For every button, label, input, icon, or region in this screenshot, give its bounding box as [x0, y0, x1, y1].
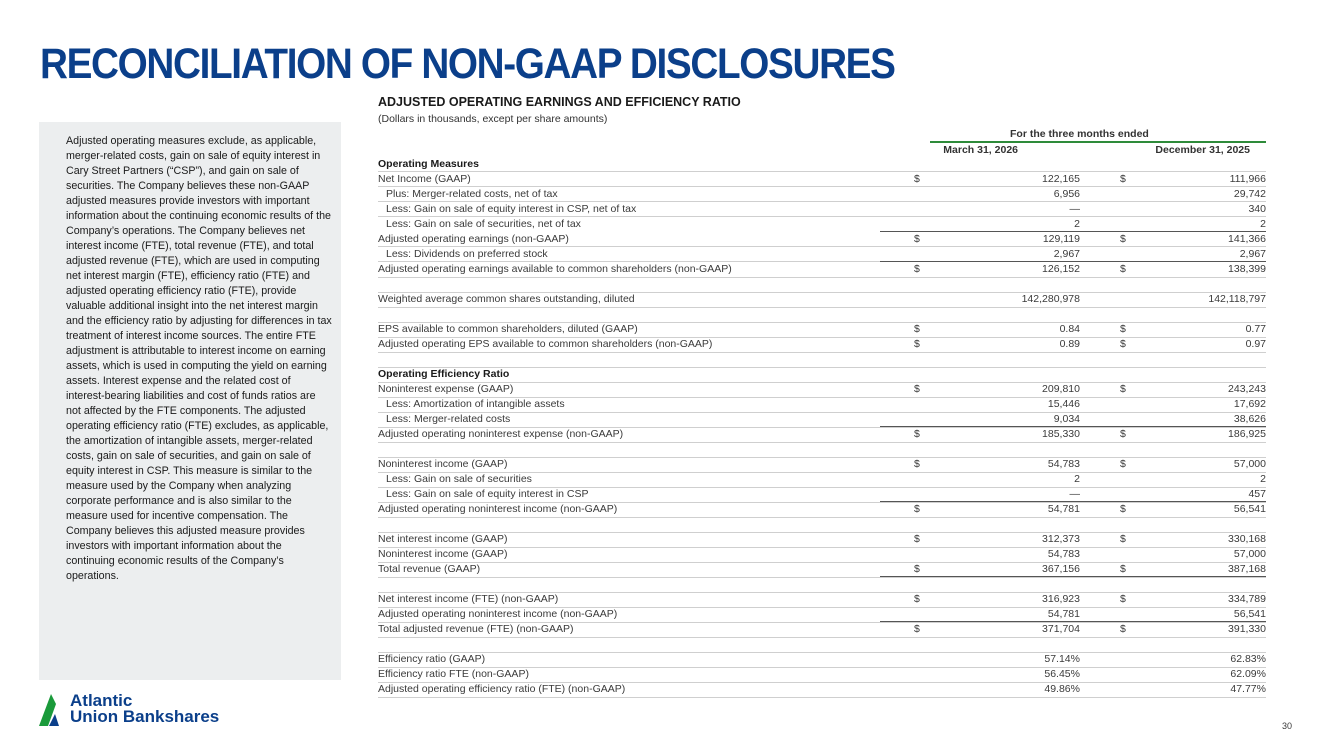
explanatory-note-text: Adjusted operating measures exclude, as applicable, merger-related costs, gain on sale of equity interest in Cary Street Partners (“CSP”), and gain on sale of securities. The Company believes these non-GAAP adjusted measures provide investors with important information about the continuing economic results of the Company’s operations. The Company believes net interest income (FTE), total revenue (FTE), and total adjusted revenue (FTE), which are used in computing net interest margin (FTE), efficiency ratio (FTE) and adjusted operating efficiency ratio (FTE), provide valuable additional insight into the net interest margin and the efficiency ratio by adjusting for differences in tax treatment of interest income sources. The entire FTE adjustment is attributable to interest income on earning assets, which is used in computing the yield on earning assets. Interest expense and the related cost of interest-bearing liabilities and cost of funds ratios are not affected by the FTE components. The adjusted operating efficiency ratio (FTE) excludes, as applicable, the amortization of intangible assets, merger-related costs, gain on sale of securities, and gain on sale of equity interest in CSP. This measure is similar to the measure used by the Company when analyzing corporate performance and is also similar to the measure used for incentive compensation. The Company believes this adjusted measure provides investors with important information about the continuing economic results of the Company’s operations.	[66, 135, 332, 582]
dollar-sign: $	[1120, 383, 1126, 395]
row-label: Adjusted operating earnings (non-GAAP)	[378, 233, 569, 245]
table-row	[378, 472, 1266, 487]
table-subtitle: (Dollars in thousands, except per share amounts)	[378, 113, 608, 125]
value-march-2026: 126,152	[1042, 263, 1080, 275]
value-march-2026: 122,165	[1042, 173, 1080, 185]
value-march-2026: 185,330	[1042, 428, 1080, 440]
dollar-sign: $	[1120, 503, 1126, 515]
table-row	[378, 217, 1266, 232]
value-march-2026: 312,373	[1042, 533, 1080, 545]
dollar-sign: $	[914, 173, 920, 185]
table-row	[378, 607, 1266, 622]
row-divider	[378, 517, 1266, 518]
dollar-sign: $	[1120, 173, 1126, 185]
value-march-2026: 15,446	[1047, 398, 1080, 410]
logo-line-2: Union Bankshares	[70, 707, 220, 726]
value-december-2025: 2	[1260, 218, 1266, 230]
dollar-sign: $	[914, 563, 920, 575]
table-section-header	[378, 157, 1266, 172]
value-december-2025: 111,966	[1229, 173, 1266, 185]
dollar-sign: $	[914, 323, 920, 335]
row-label: Noninterest income (GAAP)	[378, 548, 508, 560]
row-label: Operating Measures	[378, 158, 479, 170]
value-december-2025: 62.09%	[1230, 668, 1266, 680]
table-row	[378, 502, 1266, 517]
row-divider	[378, 442, 1266, 443]
value-march-2026: 56.45%	[1044, 668, 1080, 680]
row-label: Net interest income (GAAP)	[378, 533, 508, 545]
value-december-2025: 38,626	[1233, 413, 1266, 425]
value-march-2026: 2	[1074, 473, 1080, 485]
table-row	[378, 232, 1266, 247]
value-march-2026: —	[1069, 488, 1080, 500]
row-label: Less: Gain on sale of securities, net of tax	[386, 218, 581, 230]
dollar-sign: $	[914, 383, 920, 395]
table-row	[378, 172, 1266, 187]
value-march-2026: 6,956	[1053, 188, 1080, 200]
value-march-2026: 0.89	[1059, 338, 1080, 350]
dollar-sign: $	[1120, 563, 1126, 575]
dollar-sign: $	[914, 428, 920, 440]
row-divider	[378, 697, 1266, 698]
table-row	[378, 382, 1266, 397]
period-header: For the three months ended	[1010, 128, 1149, 140]
value-december-2025: 457	[1248, 488, 1266, 500]
dollar-sign: $	[914, 533, 920, 545]
value-december-2025: 391,330	[1228, 623, 1266, 635]
table-row	[378, 622, 1266, 637]
dollar-sign: $	[914, 233, 920, 245]
table-title: ADJUSTED OPERATING EARNINGS AND EFFICIENCY RATIO	[378, 95, 741, 109]
dollar-sign: $	[914, 338, 920, 350]
period-underline	[930, 141, 1266, 143]
row-label: Total revenue (GAAP)	[378, 563, 481, 575]
value-march-2026: 316,923	[1042, 593, 1080, 605]
value-march-2026: 367,156	[1042, 563, 1080, 575]
value-december-2025: 56,541	[1233, 503, 1266, 515]
dollar-sign: $	[1120, 593, 1126, 605]
value-march-2026: 49.86%	[1044, 683, 1080, 695]
explanatory-note-panel	[39, 122, 341, 680]
table-row	[378, 547, 1266, 562]
value-march-2026: 129,119	[1042, 233, 1080, 245]
value-december-2025: 17,692	[1233, 398, 1266, 410]
row-label: Less: Merger-related costs	[386, 413, 511, 425]
value-december-2025: 47.77%	[1230, 683, 1266, 695]
value-december-2025: 57,000	[1233, 458, 1266, 470]
dollar-sign: $	[914, 503, 920, 515]
row-label: Noninterest expense (GAAP)	[378, 383, 514, 395]
row-label: Adjusted operating EPS available to common shareholders (non-GAAP)	[378, 338, 713, 350]
value-december-2025: 2	[1260, 473, 1266, 485]
value-december-2025: 186,925	[1228, 428, 1266, 440]
row-label: Operating Efficiency Ratio	[378, 368, 510, 380]
logo-line-1: Atlantic	[70, 691, 133, 710]
dollar-sign: $	[1120, 623, 1126, 635]
table-row	[378, 337, 1266, 352]
column-header-december-2025: December 31, 2025	[1155, 144, 1250, 156]
value-december-2025: 62.83%	[1230, 653, 1266, 665]
page-number: 30	[1282, 721, 1293, 731]
table-row	[378, 682, 1266, 697]
page-title: RECONCILIATION OF NON-GAAP DISCLOSURES	[40, 40, 895, 88]
row-label: Total adjusted revenue (FTE) (non-GAAP)	[378, 623, 574, 635]
value-march-2026: 54,781	[1047, 608, 1080, 620]
value-march-2026: 371,704	[1042, 623, 1080, 635]
table-row	[378, 532, 1266, 547]
value-march-2026: 54,783	[1047, 458, 1080, 470]
value-december-2025: 2,967	[1239, 248, 1266, 260]
dollar-sign: $	[1120, 323, 1126, 335]
row-label: Noninterest income (GAAP)	[378, 458, 508, 470]
dollar-sign: $	[1120, 338, 1126, 350]
table-section-header	[378, 367, 1266, 382]
value-december-2025: 56,541	[1233, 608, 1266, 620]
value-december-2025: 387,168	[1228, 563, 1266, 575]
value-march-2026: 9,034	[1053, 413, 1080, 425]
table-row	[378, 292, 1266, 307]
value-december-2025: 141,366	[1228, 233, 1266, 245]
dollar-sign: $	[1120, 533, 1126, 545]
table-row	[378, 397, 1266, 412]
table-row	[378, 427, 1266, 442]
value-december-2025: 138,399	[1228, 263, 1266, 275]
table-row	[378, 322, 1266, 337]
value-december-2025: 0.97	[1245, 338, 1266, 350]
value-march-2026: 142,280,978	[1021, 293, 1080, 305]
dollar-sign: $	[1120, 233, 1126, 245]
table-row	[378, 262, 1266, 277]
table-row	[378, 562, 1266, 577]
table-row	[378, 247, 1266, 262]
row-label: Adjusted operating noninterest income (non-GAAP)	[378, 503, 618, 515]
value-december-2025: 57,000	[1233, 548, 1266, 560]
row-label: Net Income (GAAP)	[378, 173, 471, 185]
row-label: Less: Dividends on preferred stock	[386, 248, 548, 260]
table-row	[378, 652, 1266, 667]
table-row	[378, 412, 1266, 427]
value-december-2025: 142,118,797	[1208, 293, 1266, 305]
dollar-sign: $	[1120, 263, 1126, 275]
row-label: Less: Amortization of intangible assets	[386, 398, 565, 410]
table-row	[378, 487, 1266, 502]
value-december-2025: 340	[1248, 203, 1266, 215]
row-label: EPS available to common shareholders, diluted (GAAP)	[378, 323, 638, 335]
row-label: Weighted average common shares outstanding, diluted	[378, 293, 635, 305]
table-row	[378, 187, 1266, 202]
company-logo	[39, 692, 219, 726]
value-december-2025: 0.77	[1245, 323, 1266, 335]
row-label: Adjusted operating noninterest expense (non-GAAP)	[378, 428, 624, 440]
dollar-sign: $	[914, 263, 920, 275]
table-row	[378, 457, 1266, 472]
row-label: Less: Gain on sale of securities	[386, 473, 532, 485]
row-label: Net interest income (FTE) (non-GAAP)	[378, 593, 559, 605]
row-label: Adjusted operating earnings available to common shareholders (non-GAAP)	[378, 263, 732, 275]
value-december-2025: 334,789	[1228, 593, 1266, 605]
row-label: Adjusted operating noninterest income (non-GAAP)	[378, 608, 618, 620]
row-label: Less: Gain on sale of equity interest in CSP, net of tax	[386, 203, 637, 215]
value-march-2026: 2	[1074, 218, 1080, 230]
value-march-2026: 57.14%	[1044, 653, 1080, 665]
row-divider	[378, 352, 1266, 353]
value-march-2026: 209,810	[1042, 383, 1080, 395]
table-row	[378, 202, 1266, 217]
row-divider	[378, 307, 1266, 308]
table-row	[378, 667, 1266, 682]
value-december-2025: 29,742	[1233, 188, 1266, 200]
row-label: Less: Gain on sale of equity interest in CSP	[386, 488, 589, 500]
value-december-2025: 243,243	[1228, 383, 1266, 395]
row-label: Efficiency ratio FTE (non-GAAP)	[378, 668, 529, 680]
value-march-2026: 0.84	[1059, 323, 1080, 335]
dollar-sign: $	[1120, 428, 1126, 440]
value-march-2026: 2,967	[1053, 248, 1080, 260]
row-label: Plus: Merger-related costs, net of tax	[386, 188, 558, 200]
row-divider	[378, 637, 1266, 638]
dollar-sign: $	[914, 458, 920, 470]
value-march-2026: 54,781	[1047, 503, 1080, 515]
dollar-sign: $	[1120, 458, 1126, 470]
value-december-2025: 330,168	[1228, 533, 1266, 545]
column-header-march-2026: March 31, 2026	[943, 144, 1018, 156]
dollar-sign: $	[914, 623, 920, 635]
value-march-2026: —	[1069, 203, 1080, 215]
value-march-2026: 54,783	[1047, 548, 1080, 560]
row-label: Efficiency ratio (GAAP)	[378, 653, 486, 665]
dollar-sign: $	[914, 593, 920, 605]
logo-mark-icon	[39, 692, 65, 726]
row-divider	[378, 277, 1266, 278]
row-divider	[378, 577, 1266, 578]
row-label: Adjusted operating efficiency ratio (FTE) (non-GAAP)	[378, 683, 626, 695]
table-row	[378, 592, 1266, 607]
